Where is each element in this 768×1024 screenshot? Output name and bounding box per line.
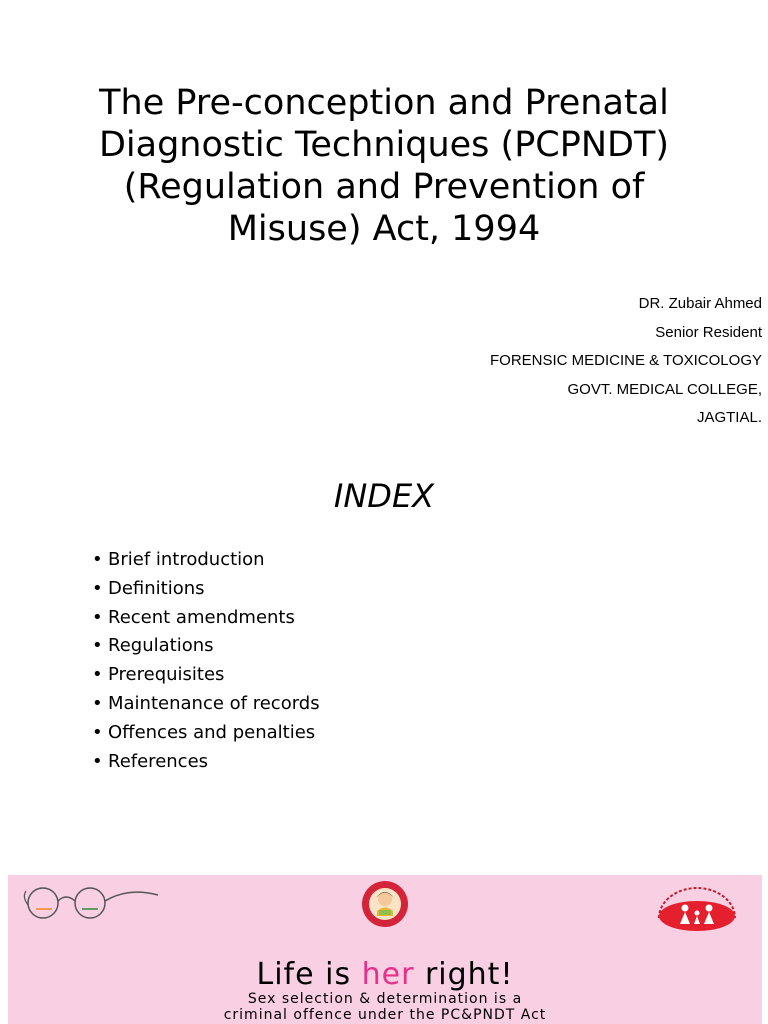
- title-slide: [0, 0, 768, 440]
- national-health-mission-logo-icon: [643, 880, 751, 936]
- index-heading: INDEX: [333, 477, 435, 515]
- author-designation: Senior Resident: [655, 323, 762, 341]
- beti-bachao-beti-padhao-logo-icon: [344, 880, 426, 928]
- author-name: DR. Zubair Ahmed: [638, 295, 762, 312]
- title-line: Diagnostic Techniques (PCPNDT): [98, 125, 670, 165]
- tagline-highlight: her: [361, 957, 415, 992]
- index-list: [92, 546, 320, 776]
- index-item: • Regulations: [92, 632, 320, 661]
- index-item: • Offences and penalties: [92, 719, 320, 748]
- title-line: (Regulation and Prevention of: [123, 167, 645, 207]
- banner-tagline: [8, 957, 762, 993]
- index-item: • Maintenance of records: [92, 690, 320, 719]
- author-institution: GOVT. MEDICAL COLLEGE,: [567, 380, 762, 398]
- title-line: The Pre-conception and Prenatal: [99, 83, 669, 123]
- banner-subline: [8, 991, 762, 1023]
- author-location: JAGTIAL.: [696, 409, 762, 426]
- subline-line: criminal offence under the PC&PNDT Act: [223, 1007, 547, 1023]
- author-department: FORENSIC MEDICINE & TOXICOLOGY: [490, 352, 762, 369]
- tagline-text: Life is: [256, 957, 362, 992]
- tagline-text: right!: [414, 957, 514, 992]
- index-item: • Brief introduction: [92, 546, 320, 575]
- subline-line: Sex selection & determination is a: [247, 991, 523, 1007]
- author-block: [490, 290, 762, 433]
- slide-title: [20, 82, 748, 250]
- index-item: • Prerequisites: [92, 661, 320, 690]
- swachh-bharat-glasses-logo-icon: [18, 883, 163, 931]
- index-item: • Definitions: [92, 575, 320, 604]
- awareness-banner: [8, 875, 762, 1024]
- index-item: • Recent amendments: [92, 604, 320, 633]
- index-slide: [0, 470, 768, 800]
- index-item: • References: [92, 748, 320, 777]
- title-line: Misuse) Act, 1994: [227, 209, 541, 249]
